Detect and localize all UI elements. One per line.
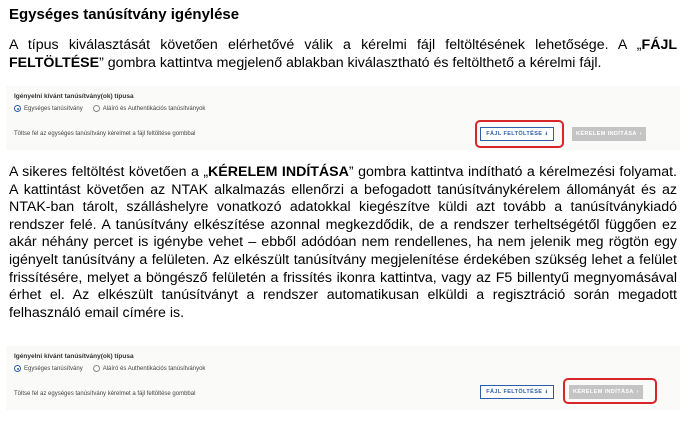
radio-signing-auth-certificates[interactable]: Aláíró és Authentikációs tanúsítványok: [93, 105, 206, 112]
upload-icon: ⭳: [545, 130, 548, 137]
start-request-button[interactable]: KÉRELEM INDÍTÁSA ›: [572, 127, 646, 141]
highlight-upload-button: [475, 120, 564, 148]
upload-hint: Töltse fel az egységes tanúsítvány kérelmet a fájl feltöltése gombbal: [14, 391, 196, 397]
file-upload-button[interactable]: FÁJL FELTÖLTÉSE ⭳: [480, 127, 554, 141]
highlight-start-button: [563, 378, 657, 404]
certificate-request-panel-1: [6, 86, 680, 150]
section-heading: Egységes tanúsítvány igénylése: [9, 6, 240, 23]
radio-unselected-icon: [93, 365, 100, 372]
start-request-button[interactable]: KÉRELEM INDÍTÁSA ›: [569, 385, 643, 399]
upload-button-reference: FÁJL FELTÖLTÉSE: [9, 37, 677, 71]
radio-unselected-icon: [93, 105, 100, 112]
start-button-reference: KÉRELEM INDÍTÁSA: [208, 164, 349, 180]
chevron-right-icon: ›: [639, 131, 643, 137]
paragraph-start-request: A sikeres feltöltést követően a „KÉRELEM INDÍTÁSA” gombra kattintva indítható a kérelmezési folyamat. A kattintást követően az NTAK alkalmazás ellenőrzi a befogadott tanúsítványkérelem állományát és az NTAK-ban tárolt, szálláshelyre vonatkozó adatokkal kiegészítve küldi azt tovább a tanúsítványkiadó rendszer felé. A tanúsítvány elkészítése azonnal megkezdődik, de a rendszer terheltségétől függően ez akár néhány percet is igénybe vehet – ebből adódóan nem rendellenes, ha nem jelenik meg rögtön egy igényelt tanúsítvány a felületen. Az elkészült tanúsítvány megjelenítése érdekében szükség lehet a felület frissítésére, melyet a böngésző felületén a frissítés ikonra kattintva, vagy az F5 billentyű megnyomásával érhet el. Az elkészült tanúsítványt a rendszer automatikusan elküldi a regisztráció során megadott felhasználó email címére is.: [9, 164, 677, 321]
radio-selected-icon: [14, 365, 21, 372]
upload-icon: ⭳: [545, 388, 548, 395]
radio-signing-auth-certificates[interactable]: Aláíró és Authentikációs tanúsítványok: [93, 365, 206, 372]
file-upload-button[interactable]: FÁJL FELTÖLTÉSE ⭳: [480, 385, 554, 399]
radio-unified-certificate[interactable]: Egységes tanúsítvány: [14, 105, 83, 112]
radio-selected-icon: [14, 105, 21, 112]
radio-unified-certificate[interactable]: Egységes tanúsítvány: [14, 365, 83, 372]
paragraph-upload: A típus kiválasztását követően elérhetővé válik a kérelmi fájl feltöltésének lehetősége. A „FÁJL FELTÖLTÉSE” gombra kattintva megjelenő ablakban kiválasztható és feltölthető a kérelmi fájl.: [9, 37, 677, 71]
chevron-right-icon: ›: [636, 389, 640, 395]
panel-title: Igényelni kívánt tanúsítvány(ok) típusa: [14, 93, 134, 100]
panel-title: Igényelni kívánt tanúsítvány(ok) típusa: [14, 353, 134, 360]
upload-hint: Töltse fel az egységes tanúsítvány kérelmet a fájl feltöltése gombbal: [14, 131, 196, 137]
